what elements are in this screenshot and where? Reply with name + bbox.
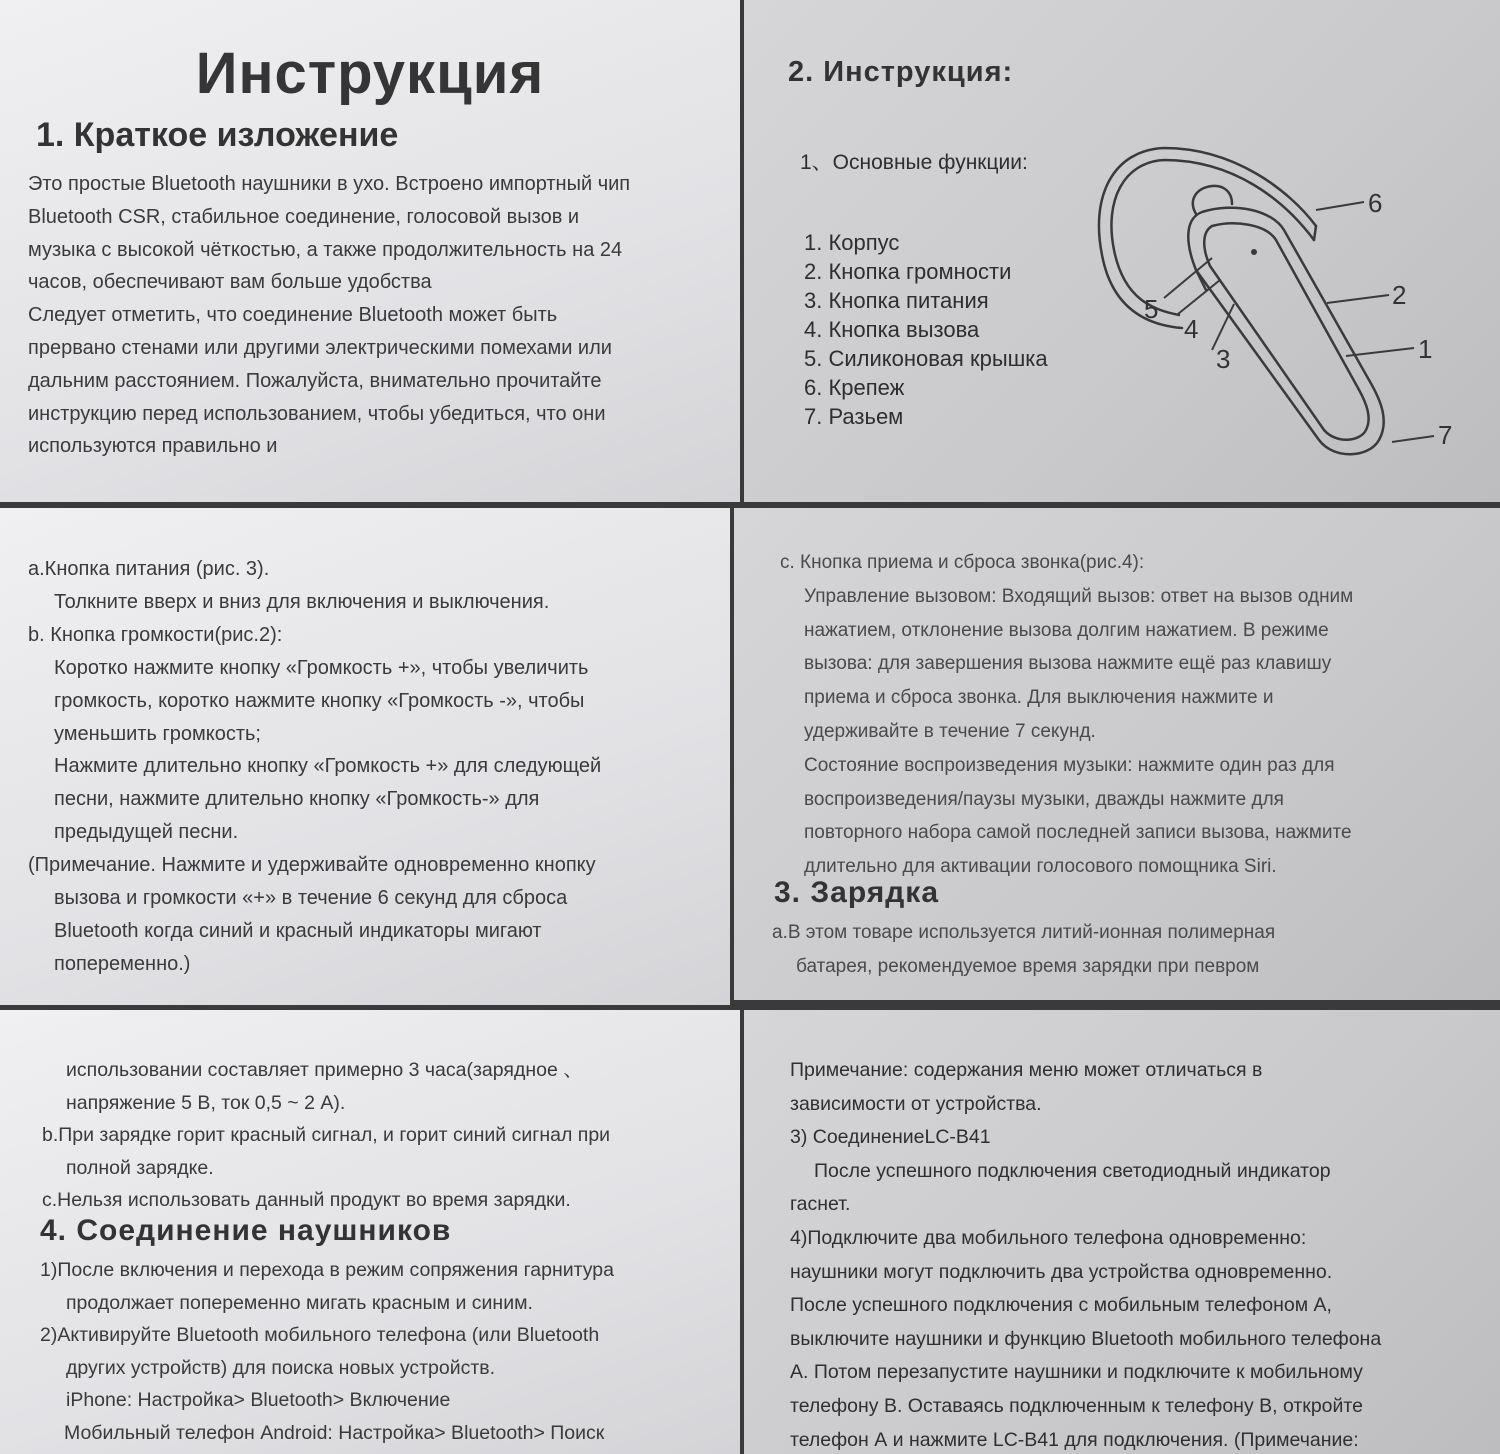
text-line: нажатием, отклонение вызова долгим нажатием. В режиме (804, 619, 1329, 641)
list-item: 6. Крепеж (804, 375, 905, 400)
text-line: прервано стенами или другими электрическими помехами или (28, 336, 612, 359)
manual-page-5 (0, 1010, 740, 1454)
text-line: приема и сброса звонка. Для выключения нажмите и (804, 687, 1274, 709)
text-line: Следует отметить, что соединение Bluetooth может быть (28, 304, 558, 327)
text-line: Толкните вверх и вниз для включения и выключения. (54, 590, 550, 613)
text-line: инструкцию перед использованием, чтобы убедиться, что они (28, 402, 606, 425)
section-heading-instruction: 2. Инструкция: (788, 56, 1014, 88)
text-line: других устройств) для поиска новых устройств. (66, 1356, 496, 1379)
diagram-label-3: 3 (1216, 344, 1231, 374)
parts-list (804, 228, 1048, 431)
text-line: выключите наушники и функцию Bluetooth мобильного телефона (790, 1327, 1382, 1350)
text-line: Примечание: содержания меню может отличаться в (790, 1059, 1263, 1081)
text-line: полной зарядке. (66, 1156, 214, 1179)
text-line: предыдущей песни. (54, 821, 239, 844)
text-line: a.В этом товаре используется литий-ионная полимерная (772, 922, 1276, 943)
manual-page-3 (0, 508, 730, 1005)
text-line: телефону В. Оставаясь подключенным к телефону В, откройте (790, 1394, 1363, 1417)
text-line: музыка с высокой чёткостью, а также продолжительность на 24 (28, 238, 623, 261)
text-line: 1)После включения и перехода в режим сопряжения гарнитура (40, 1259, 614, 1281)
diagram-label-6: 6 (1368, 188, 1383, 218)
list-item: 7. Разьем (804, 404, 904, 429)
text-line: После успешного подключения светодиодный индикатор (814, 1159, 1331, 1182)
text-line: воспроизведения/паузы музыки, дважды нажмите для (804, 788, 1284, 810)
text-line: Bluetooth CSR, стабильное соединение, голосовой вызов и (28, 205, 580, 228)
text-line: Управление вызовом: Входящий вызов: ответ на вызов одним (804, 585, 1354, 607)
text-line: iPhone: Настройка> Bluetooth> Включение (66, 1389, 451, 1412)
text-line: батарея, рекомендуемое время зарядки при певром (796, 956, 1260, 977)
text-line: длительно для активации голосового помощника Siri. (804, 856, 1277, 878)
text-line: попеременно.) (54, 952, 191, 975)
text-line: Bluetooth когда синий и красный индикаторы мигают (54, 919, 542, 942)
text-line: (Примечание. Нажмите и удерживайте одновременно кнопку (28, 854, 596, 877)
connection-continued-paragraph (790, 1054, 1381, 1454)
list-item: 2. Кнопка громности (804, 259, 1012, 284)
text-line: Состояние воспроизведения музыки: нажмите один раз для (804, 754, 1335, 776)
text-line: удерживайте в течение 7 секунд. (804, 720, 1096, 742)
buttons-paragraph (28, 553, 601, 981)
list-item: 3. Кнопка питания (804, 288, 989, 313)
text-line: уменьшить громкость; (54, 722, 261, 745)
text-line: вызова и громкости «+» в течение 6 секунд для сброса (54, 887, 568, 910)
text-line: А. Потом перезапустите наушники и подключите к мобильному (790, 1361, 1363, 1384)
text-line: 4)Подключите два мобильного телефона одновременно: (790, 1226, 1307, 1249)
text-line: вызова: для завершения вызова нажмите ещё раз клавишу (804, 653, 1332, 675)
text-line: часов, обеспечивают вам больше удобства (28, 271, 432, 294)
text-line: 3) СоединениеLC-B41 (790, 1126, 991, 1149)
text-line: гаснет. (790, 1193, 851, 1216)
list-item: 4. Кнопка вызова (804, 317, 980, 342)
text-line: громкость, коротко нажмите кнопку «Громкость -», чтобы (54, 689, 585, 712)
page-title: Инструкция (195, 41, 545, 106)
functions-subheading: 1、Основные функции: (800, 151, 1028, 174)
text-line: наушники могут подключить два устройства одновременно. (790, 1260, 1333, 1283)
section-heading-connection: 4. Соединение наушников (40, 1214, 452, 1247)
text-line: продолжает попеременно мигать красным и синим. (66, 1291, 533, 1314)
text-line: c.Нельзя использовать данный продукт во время зарядки. (42, 1189, 571, 1211)
diagram-label-5: 5 (1144, 294, 1159, 324)
text-line: песни, нажмите длительно кнопку «Громкость-» для (54, 788, 540, 811)
list-item: 1. Корпус (804, 230, 900, 255)
manual-page-4 (734, 508, 1500, 1000)
text-line: После успешного подключения с мобильным телефоном А, (790, 1294, 1332, 1317)
text-line: c. Кнопка приема и сброса звонка(рис.4): (780, 552, 1145, 573)
text-line: используются правильно и (28, 435, 278, 458)
manual-page-1 (0, 0, 740, 502)
text-line: использовании составляет примерно 3 часа(зарядное 、 (66, 1059, 583, 1081)
list-item: 5. Силиконовая крышка (804, 346, 1048, 371)
diagram-label-1: 1 (1418, 334, 1433, 364)
text-line: Мобильный телефон Android: Настройка> Bluetooth> Поиск (64, 1421, 605, 1444)
text-line: зависимости от устройства. (790, 1092, 1042, 1115)
charging-continued-paragraph (42, 1054, 610, 1217)
text-line: a.Кнопка питания (рис. 3). (28, 558, 270, 580)
text-line: 2)Активируйте Bluetooth мобильного телефона (или Bluetooth (40, 1324, 600, 1347)
connection-paragraph (40, 1254, 614, 1450)
charging-paragraph (772, 916, 1275, 984)
text-line: Коротко нажмите кнопку «Громкость +», чтобы увеличить (54, 656, 589, 679)
manual-page-2 (744, 0, 1500, 502)
manual-page-6 (744, 1010, 1500, 1454)
diagram-label-2: 2 (1392, 280, 1407, 310)
summary-paragraph (28, 168, 630, 463)
text-line: телефон А и нажмите LC-B41 для подключения. (Примечание: (790, 1428, 1359, 1451)
text-line: дальним расстоянием. Пожалуйста, внимательно прочитайте (28, 369, 602, 392)
diagram-label-7: 7 (1438, 420, 1453, 450)
text-line: b. Кнопка громкости(рис.2): (28, 623, 283, 646)
text-line: повторного набора самой последней записи вызова, нажмите (804, 822, 1352, 844)
call-button-paragraph (780, 546, 1353, 884)
section-heading-summary: 1. Краткое изложение (36, 116, 399, 154)
text-line: Нажмите длительно кнопку «Громкость +» для следующей (54, 755, 602, 778)
diagram-label-4: 4 (1184, 314, 1199, 344)
headset-diagram (1084, 140, 1494, 480)
text-line: напряжение 5 В, ток 0,5 ~ 2 А). (66, 1091, 346, 1114)
indicator-dot (1251, 249, 1257, 255)
section-heading-charging: 3. Зарядка (774, 876, 940, 909)
text-line: b.При зарядке горит красный сигнал, и горит синий сигнал при (42, 1124, 611, 1146)
text-line: Это простые Bluetooth наушники в ухо. Встроено импортный чип (28, 173, 631, 195)
